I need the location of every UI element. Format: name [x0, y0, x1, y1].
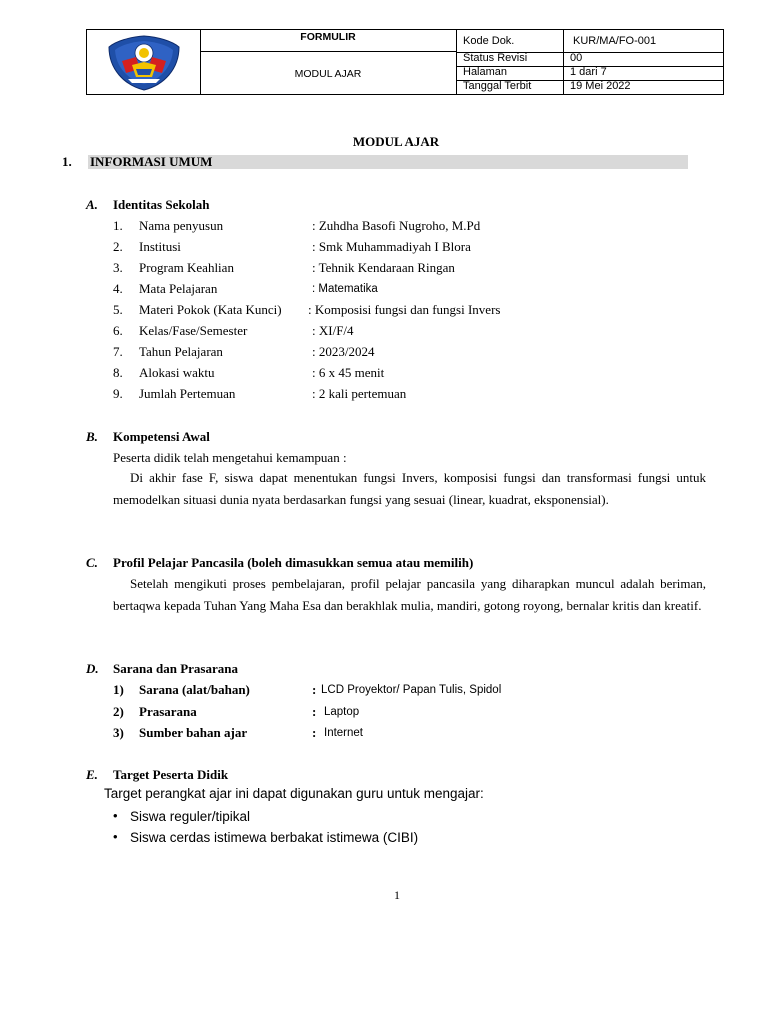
list-item-number: 6. [113, 323, 123, 338]
list-item-value: : XI/F/4 [312, 323, 354, 338]
subsection-title-c: Profil Pelajar Pancasila (boleh dimasukkan semua atau memilih) [113, 555, 474, 570]
meta-label-status: Status Revisi [463, 52, 528, 64]
kompetensi-paragraph: Di akhir fase F, siswa dapat menentukan fungsi Invers, komposisi fungsi dan transformasi fungsi untuk memodelkan situasi dunia nyata berdasarkan fungsi yang sesuai (linear, kuadrat, eksponensial). [113, 470, 706, 507]
list-item-number: 9. [113, 386, 123, 401]
meta-value-halaman: 1 dari 7 [570, 66, 607, 78]
school-logo [106, 35, 182, 91]
list-item-number: 3) [113, 725, 124, 740]
list-item-value: : 2023/2024 [312, 344, 375, 359]
list-item-number: 3. [113, 260, 123, 275]
subsection-letter-c: C. [86, 555, 98, 570]
list-item-value: : Zuhdha Basofi Nugroho, M.Pd [312, 218, 481, 233]
section-title: INFORMASI UMUM [90, 154, 213, 169]
list-item-number: 7. [113, 344, 123, 359]
subsection-letter-a: A. [86, 197, 98, 212]
subsection-title-e: Target Peserta Didik [113, 767, 229, 782]
meta-value-status: 00 [570, 52, 583, 64]
subsection-title-a: Identitas Sekolah [113, 197, 210, 212]
list-item-number: 5. [113, 302, 123, 317]
list-item-value: Internet [324, 727, 363, 739]
bullet-icon: • [113, 829, 118, 844]
doc-type-label: MODUL AJAR [294, 68, 362, 80]
subsection-title-b: Kompetensi Awal [113, 429, 210, 444]
list-item-value: : Matematika [312, 283, 378, 295]
page-number: 1 [394, 888, 400, 902]
section-number: 1. [62, 154, 72, 169]
kompetensi-intro: Peserta didik telah mengetahui kemampuan : [113, 450, 347, 465]
subsection-letter-d: D. [86, 661, 99, 676]
list-item-number: 2. [113, 239, 123, 254]
bullet-icon: • [113, 808, 118, 823]
subsection-letter-b: B. [86, 429, 98, 444]
list-item-value: : 6 x 45 menit [312, 365, 385, 380]
list-item-colon: : [312, 704, 317, 719]
list-item-label: Nama penyusun [139, 218, 224, 233]
list-item-number: 2) [113, 704, 124, 719]
subsection-letter-e: E. [86, 767, 98, 782]
list-item-value: : Komposisi fungsi dan fungsi Invers [308, 302, 501, 317]
list-item-label: Program Keahlian [139, 260, 234, 275]
target-intro: Target perangkat ajar ini dapat digunakan guru untuk mengajar: [104, 786, 484, 801]
list-item-number: 4. [113, 281, 123, 296]
list-item-value: Laptop [324, 706, 360, 718]
list-item-label: Prasarana [139, 704, 197, 719]
form-label: FORMULIR [300, 31, 356, 43]
list-item-label: Jumlah Pertemuan [139, 386, 236, 401]
page-title: MODUL AJAR [352, 134, 440, 149]
list-item-label: Materi Pokok (Kata Kunci) [139, 302, 282, 317]
list-item-value: : Smk Muhammadiyah I Blora [312, 239, 471, 254]
list-item-value: : 2 kali pertemuan [312, 386, 407, 401]
list-item-value: LCD Proyektor/ Papan Tulis, Spidol [321, 684, 502, 696]
meta-value-kode: KUR/MA/FO-001 [573, 35, 657, 47]
list-item-label: Sarana (alat/bahan) [139, 682, 250, 697]
list-item-label: Kelas/Fase/Semester [139, 323, 248, 338]
list-item-label: Mata Pelajaran [139, 281, 218, 296]
profil-paragraph: Setelah mengikuti proses pembelajaran, profil pelajar pancasila yang diharapkan muncul adalah beriman, bertaqwa kepada Tuhan Yang Maha Esa dan berakhlak mulia, mandiri, gotong royong, bernalar kritis dan kreatif. [113, 576, 706, 613]
document-header-table [86, 29, 724, 95]
subsection-title-d: Sarana dan Prasarana [113, 661, 238, 676]
list-item: Siswa cerdas istimewa berbakat istimewa (CIBI) [130, 830, 419, 845]
list-item-colon: : [312, 682, 317, 697]
list-item-number: 8. [113, 365, 123, 380]
list-item-label: Tahun Pelajaran [139, 344, 223, 359]
meta-label-kode: Kode Dok. [463, 35, 515, 47]
list-item-label: Sumber bahan ajar [139, 725, 248, 740]
list-item: Siswa reguler/tipikal [130, 809, 251, 824]
meta-label-halaman: Halaman [463, 66, 508, 78]
list-item-number: 1. [113, 218, 123, 233]
list-item-colon: : [312, 725, 317, 740]
meta-value-tanggal: 19 Mei 2022 [570, 80, 631, 92]
list-item-label: Institusi [139, 239, 181, 254]
list-item-number: 1) [113, 682, 124, 697]
meta-label-tanggal: Tanggal Terbit [463, 80, 532, 92]
list-item-label: Alokasi waktu [139, 365, 215, 380]
list-item-value: : Tehnik Kendaraan Ringan [312, 260, 455, 275]
